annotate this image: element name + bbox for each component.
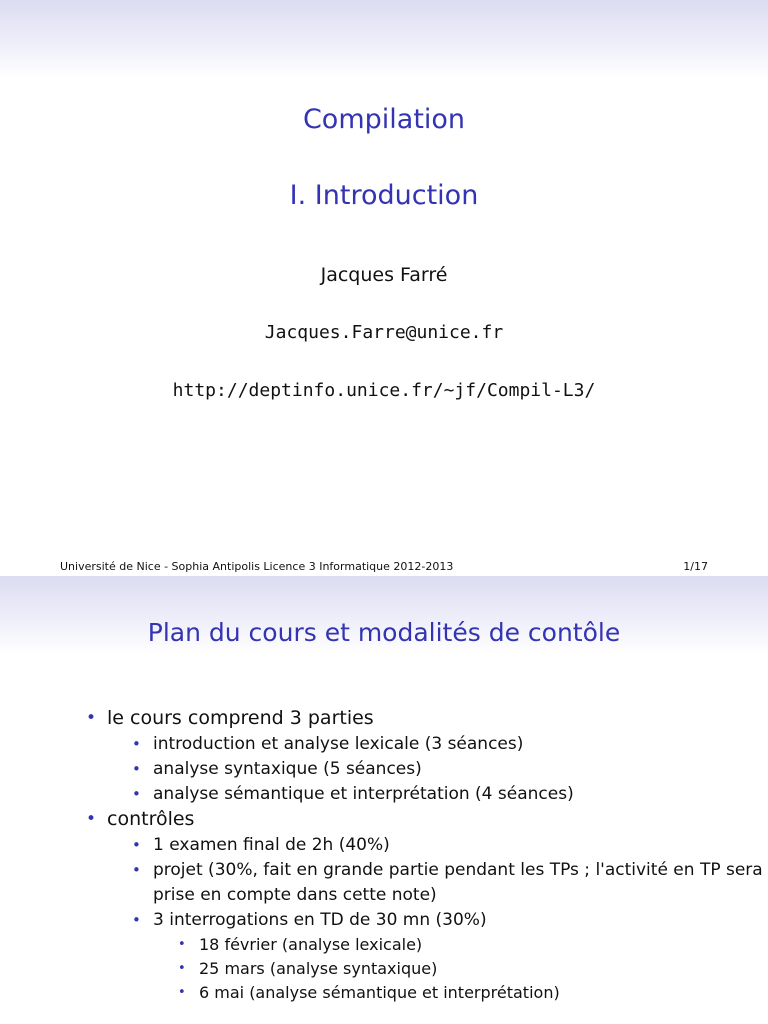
list-item [0, 833, 768, 858]
list-item-text: 25 mars (analyse syntaxique) [199, 959, 438, 978]
bullet-list [0, 706, 768, 1005]
bullet-icon: • [132, 785, 141, 803]
list-item [0, 757, 768, 782]
frame-title: Plan du cours et modalités de contôle [147, 618, 621, 647]
list-item-text: projet (30%, fait en grande partie pendant les TPs ; l'activité en TP sera prise en compte dans cette note) [153, 860, 763, 905]
bullet-icon: • [178, 961, 186, 976]
slide-footer [60, 560, 708, 573]
bullet-icon: • [178, 937, 186, 952]
course-url: http://deptinfo.unice.fr/~jf/Compil-L3/ [172, 380, 596, 401]
plan-slide [0, 576, 768, 1024]
list-item [0, 981, 768, 1005]
list-item-text: contrôles [107, 808, 195, 830]
list-item [0, 807, 768, 832]
list-item-text: analyse sémantique et interprétation (4 séances) [153, 784, 574, 804]
list-item [0, 908, 768, 933]
bullet-icon: • [132, 760, 141, 778]
list-item-text: le cours comprend 3 parties [107, 707, 374, 729]
bullet-icon: • [132, 911, 141, 929]
header-band [0, 0, 768, 78]
bullet-icon: • [86, 708, 97, 728]
list-item [0, 782, 768, 807]
list-item-text: 3 interrogations en TD de 30 mn (30%) [153, 910, 487, 930]
bullet-icon: • [132, 735, 141, 753]
bullet-icon: • [132, 836, 141, 854]
list-item [0, 732, 768, 757]
list-item-text: introduction et analyse lexicale (3 séances) [153, 734, 524, 754]
author-name: Jacques Farré [320, 264, 448, 286]
list-item-text: 6 mai (analyse sémantique et interprétation) [199, 983, 560, 1002]
bullet-icon: • [178, 985, 186, 1000]
list-item-text: 18 février (analyse lexicale) [199, 935, 423, 954]
list-item [0, 957, 768, 981]
author-email: Jacques.Farre@unice.fr [264, 322, 504, 343]
deck-title: Compilation [302, 104, 466, 135]
bullet-icon: • [132, 861, 141, 879]
list-item [0, 858, 768, 908]
footer-institution: Université de Nice - Sophia Antipolis Licence 3 Informatique 2012-2013 [60, 560, 454, 573]
deck-subtitle: I. Introduction [289, 180, 479, 211]
list-item [0, 706, 768, 731]
list-item [0, 933, 768, 957]
bullet-icon: • [86, 809, 97, 829]
list-item-text: 1 examen final de 2h (40%) [153, 835, 390, 855]
page-number: 1/17 [683, 560, 708, 573]
list-item-text: analyse syntaxique (5 séances) [153, 759, 422, 779]
